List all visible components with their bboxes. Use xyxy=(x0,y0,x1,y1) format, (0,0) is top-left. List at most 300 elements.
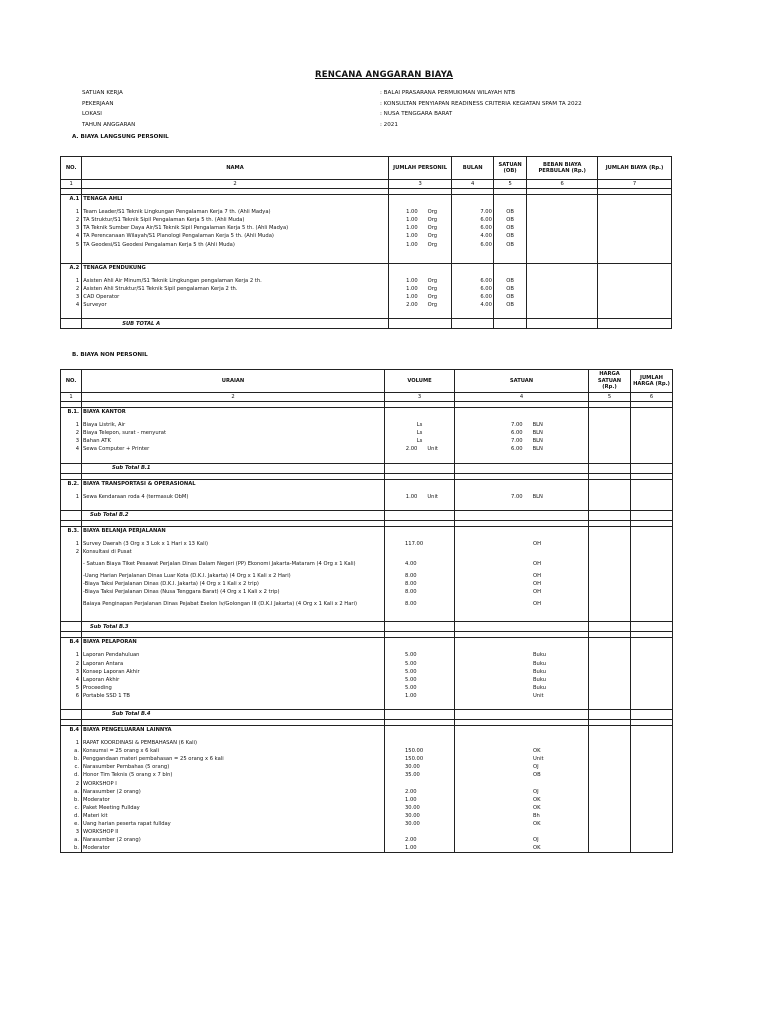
empty-cell xyxy=(385,709,455,719)
row-number: 3 xyxy=(61,224,82,232)
item-name: Konsumsi = 25 orang x 6 kali xyxy=(82,747,385,755)
satuan-value: OK xyxy=(455,747,589,755)
group-row xyxy=(61,479,673,488)
count-unit: Org xyxy=(427,233,438,240)
empty-cell xyxy=(631,700,673,710)
empty-cell xyxy=(598,301,672,309)
empty-cell xyxy=(452,309,493,319)
table-row xyxy=(61,232,672,240)
unit-value: OB xyxy=(493,216,526,224)
empty-cell xyxy=(493,195,526,204)
empty-cell xyxy=(589,437,631,445)
row-number: 5 xyxy=(61,684,82,692)
volume xyxy=(386,493,453,501)
satuan-value: Bh xyxy=(455,812,589,820)
column-index: 1 xyxy=(61,180,82,189)
satuan-value: OH xyxy=(455,540,589,548)
satuan-value xyxy=(455,828,589,836)
table-row xyxy=(61,804,673,812)
meta-label: LOKASI xyxy=(82,111,102,118)
table-row xyxy=(61,747,673,755)
empty-cell xyxy=(589,836,631,844)
empty-cell xyxy=(631,479,673,488)
volume-value: 8.00 xyxy=(385,572,455,580)
count-unit: Org xyxy=(427,217,438,224)
empty-cell xyxy=(61,700,82,710)
satuan-value: OK xyxy=(455,804,589,812)
satuan-value: OJ xyxy=(455,788,589,796)
count-value: 1.00 xyxy=(406,293,418,300)
empty-cell xyxy=(589,479,631,488)
empty-cell xyxy=(61,309,82,319)
spacer-row xyxy=(61,454,673,464)
row-number: 3 xyxy=(61,828,82,836)
empty-cell xyxy=(527,293,598,301)
meta-value: : 2021 xyxy=(380,121,398,128)
spacer-row xyxy=(61,309,672,319)
empty-cell xyxy=(527,319,598,329)
empty-cell xyxy=(589,692,631,700)
table-row xyxy=(61,755,673,763)
row-number: 4 xyxy=(61,232,82,240)
empty-cell xyxy=(589,739,631,747)
unit-value: OB xyxy=(493,277,526,285)
satuan-unit: BLN xyxy=(532,430,543,437)
row-number xyxy=(61,596,82,612)
empty-cell xyxy=(631,510,673,520)
item-name: Asisten Ahli Air Minum/S1 Teknik Lingkungan pengalaman Kerja 2 th. xyxy=(82,277,389,285)
empty-cell xyxy=(82,249,389,258)
group-row xyxy=(61,638,673,647)
row-number: 4 xyxy=(61,676,82,684)
empty-cell xyxy=(589,700,631,710)
empty-cell xyxy=(82,700,385,710)
table-row xyxy=(61,421,673,429)
item-name: Biaya Listrik, Air xyxy=(82,421,385,429)
empty-cell xyxy=(598,195,672,204)
empty-cell xyxy=(589,796,631,804)
empty-cell xyxy=(631,580,673,588)
empty-cell xyxy=(589,676,631,684)
volume-unit: Unit xyxy=(427,493,438,500)
empty-cell xyxy=(631,596,673,612)
satuan-value xyxy=(455,780,589,788)
row-number: 3 xyxy=(61,437,82,445)
empty-cell xyxy=(598,232,672,240)
item-name: Narasumber (2 orang) xyxy=(82,788,385,796)
satuan-value: OH xyxy=(455,580,589,588)
satuan-value: OK xyxy=(455,796,589,804)
satuan-value: Buku xyxy=(455,660,589,668)
table-row xyxy=(61,277,672,285)
volume-value: 150.00 xyxy=(385,755,455,763)
empty-cell xyxy=(631,622,673,632)
row-number: 1 xyxy=(61,739,82,747)
empty-cell xyxy=(598,309,672,319)
satuan-cell xyxy=(455,445,589,453)
personnel-count xyxy=(390,208,451,216)
satuan-value: 6.00 xyxy=(511,446,523,453)
table-row xyxy=(61,429,673,437)
count-value: 1.00 xyxy=(406,285,418,292)
item-name: Materi kit xyxy=(82,812,385,820)
satuan-unit: BLN xyxy=(532,438,543,445)
count-value: 1.00 xyxy=(406,209,418,216)
table-row xyxy=(61,676,673,684)
empty-cell xyxy=(631,445,673,453)
empty-cell xyxy=(527,208,598,216)
row-number: 3 xyxy=(61,668,82,676)
empty-cell xyxy=(631,421,673,429)
table-row xyxy=(61,812,673,820)
count-value: 1.00 xyxy=(406,225,418,232)
subtotal-row xyxy=(61,463,673,473)
table-row xyxy=(61,241,672,249)
meta-value: : BALAI PRASARANA PERMUKIMAN WILAYAH NTB xyxy=(380,90,516,96)
empty-cell xyxy=(527,241,598,249)
empty-cell xyxy=(589,421,631,429)
row-number: b. xyxy=(61,844,82,853)
empty-cell xyxy=(61,249,82,258)
empty-cell xyxy=(598,263,672,272)
volume-value: 5.00 xyxy=(385,676,455,684)
row-number: 2 xyxy=(61,216,82,224)
empty-cell xyxy=(82,501,385,511)
empty-cell xyxy=(589,684,631,692)
row-number: 1 xyxy=(61,493,82,501)
satuan-cell xyxy=(455,437,589,445)
empty-cell xyxy=(631,463,673,473)
satuan-value: OJ xyxy=(455,836,589,844)
table-row xyxy=(61,493,673,501)
empty-cell xyxy=(589,804,631,812)
volume-value: 8.00 xyxy=(385,588,455,596)
volume-value: 5.00 xyxy=(385,660,455,668)
personnel-count xyxy=(390,224,451,232)
column-header: NO. xyxy=(61,370,82,393)
group-row xyxy=(61,725,673,734)
satuan-unit: BLN xyxy=(532,446,543,453)
item-name: Portable SSD 1 TB xyxy=(82,692,385,700)
count-value: 2.00 xyxy=(406,302,418,309)
row-number: a. xyxy=(61,788,82,796)
table-row xyxy=(61,572,673,580)
empty-cell xyxy=(631,796,673,804)
empty-cell xyxy=(385,622,455,632)
personnel-count-cell xyxy=(388,224,452,232)
satuan-value: Buku xyxy=(455,668,589,676)
empty-cell xyxy=(589,526,631,535)
empty-cell xyxy=(388,195,452,204)
empty-cell xyxy=(631,540,673,548)
satuan-value: Unit xyxy=(455,755,589,763)
satuan-value: Buku xyxy=(455,684,589,692)
column-index-row xyxy=(61,393,673,402)
empty-cell xyxy=(631,739,673,747)
column-header: URAIAN xyxy=(82,370,385,393)
subtotal-row xyxy=(61,319,672,329)
satuan-value: Unit xyxy=(455,692,589,700)
satuan-value: OK xyxy=(455,820,589,828)
satuan-value: OH xyxy=(455,596,589,612)
unit-value: OB xyxy=(493,285,526,293)
empty-cell xyxy=(385,408,455,417)
empty-cell xyxy=(589,747,631,755)
empty-cell xyxy=(455,501,589,511)
count-unit: Org xyxy=(427,241,438,248)
row-number: 1 xyxy=(61,208,82,216)
column-header: SATUAN xyxy=(455,370,589,393)
empty-cell xyxy=(589,638,631,647)
volume-value xyxy=(385,739,455,747)
table-row xyxy=(61,660,673,668)
empty-cell xyxy=(455,463,589,473)
empty-cell xyxy=(631,771,673,779)
item-name: Biaya Telepon, surat - menyurat xyxy=(82,429,385,437)
empty-cell xyxy=(598,249,672,258)
empty-cell xyxy=(589,429,631,437)
empty-cell xyxy=(631,812,673,820)
satuan-unit: BLN xyxy=(532,493,543,500)
spacer-row xyxy=(61,612,673,622)
personnel-count-cell xyxy=(388,277,452,285)
empty-cell xyxy=(493,319,526,329)
row-number: 4 xyxy=(61,445,82,453)
empty-cell xyxy=(598,293,672,301)
empty-cell xyxy=(589,612,631,622)
count-value: 1.00 xyxy=(406,217,418,224)
empty-cell xyxy=(388,263,452,272)
row-number: 3 xyxy=(61,293,82,301)
meta-label: SATUAN KERJA xyxy=(82,90,123,96)
row-number: 1 xyxy=(61,277,82,285)
table-row xyxy=(61,788,673,796)
meta-label: PEKERJAAN xyxy=(82,100,114,107)
empty-cell xyxy=(589,812,631,820)
row-number: 2 xyxy=(61,780,82,788)
empty-cell xyxy=(598,224,672,232)
column-header: HARGA SATUAN (Rp.) xyxy=(589,370,631,393)
item-name: Laporan Pendahuluan xyxy=(82,651,385,659)
satuan-value: OH xyxy=(455,572,589,580)
count-unit: Org xyxy=(427,302,438,309)
empty-cell xyxy=(589,588,631,596)
count-unit: Org xyxy=(427,209,438,216)
personnel-count-cell xyxy=(388,293,452,301)
empty-cell xyxy=(598,285,672,293)
month-value: 4.00 xyxy=(452,232,493,240)
volume-value: 2.00 xyxy=(385,836,455,844)
empty-cell xyxy=(631,747,673,755)
empty-cell xyxy=(61,501,82,511)
subtotal-label: Sub Total B.1 xyxy=(82,463,385,473)
count-value: 1.00 xyxy=(406,277,418,284)
volume-value: 1.00 xyxy=(385,796,455,804)
empty-cell xyxy=(631,804,673,812)
satuan-value: OH xyxy=(455,588,589,596)
personnel-count-cell xyxy=(388,216,452,224)
empty-cell xyxy=(61,510,82,520)
empty-cell xyxy=(589,668,631,676)
empty-cell xyxy=(527,263,598,272)
row-number xyxy=(61,572,82,580)
satuan-value: Buku xyxy=(455,676,589,684)
personnel-cost-table xyxy=(60,156,672,329)
column-index: 5 xyxy=(493,180,526,189)
column-header: JUMLAH BIAYA (Rp.) xyxy=(598,157,672,180)
column-header: NAMA xyxy=(82,157,389,180)
empty-cell xyxy=(589,651,631,659)
table-row xyxy=(61,780,673,788)
row-number xyxy=(61,580,82,588)
volume-value: 5.00 xyxy=(385,684,455,692)
personnel-count xyxy=(390,277,451,285)
group-title: TENAGA PENDUKUNG xyxy=(82,263,389,272)
column-header: NO. xyxy=(61,157,82,180)
item-name: Laporan Akhir xyxy=(82,676,385,684)
table-row xyxy=(61,588,673,596)
row-number: 1 xyxy=(61,540,82,548)
empty-cell xyxy=(455,638,589,647)
empty-cell xyxy=(589,828,631,836)
item-name: Baiaya Penginapan Perjalanan Dinas Pejabat Eselon Iv/Golongan III (D.K.I Jakarta) (4 Org x 1 Kali x 2 Hari) xyxy=(82,596,385,612)
empty-cell xyxy=(455,622,589,632)
empty-cell xyxy=(631,501,673,511)
table-row xyxy=(61,771,673,779)
volume-cell xyxy=(385,445,455,453)
spacer-row xyxy=(61,249,672,258)
row-number: 2 xyxy=(61,285,82,293)
column-index-row xyxy=(61,180,672,189)
volume-value: 5.00 xyxy=(385,651,455,659)
volume-value: 8.00 xyxy=(385,580,455,588)
volume-value: 117.00 xyxy=(385,540,455,548)
volume-unit: Unit xyxy=(427,446,438,453)
column-header: SATUAN (OB) xyxy=(493,157,526,180)
empty-cell xyxy=(631,548,673,556)
empty-cell xyxy=(385,479,455,488)
non-personnel-cost-table xyxy=(60,369,673,853)
empty-cell xyxy=(385,526,455,535)
count-unit: Org xyxy=(427,225,438,232)
volume-cell: Ls xyxy=(385,429,455,437)
group-number: B.1. xyxy=(61,408,82,417)
empty-cell xyxy=(527,309,598,319)
month-value: 6.00 xyxy=(452,285,493,293)
empty-cell xyxy=(493,309,526,319)
unit-value: OB xyxy=(493,224,526,232)
empty-cell xyxy=(527,224,598,232)
meta-value: : NUSA TENGGARA BARAT xyxy=(380,111,453,118)
group-title: BIAYA PELAPORAN xyxy=(82,638,385,647)
empty-cell xyxy=(589,660,631,668)
row-number: a. xyxy=(61,836,82,844)
subtotal-row xyxy=(61,709,673,719)
empty-cell xyxy=(61,622,82,632)
item-name: Moderator xyxy=(82,844,385,853)
personnel-count xyxy=(390,293,451,301)
personnel-count-cell xyxy=(388,208,452,216)
satuan-value: 7.00 xyxy=(511,438,523,445)
volume-value: 1.00 xyxy=(385,844,455,853)
empty-cell xyxy=(631,780,673,788)
empty-cell xyxy=(527,195,598,204)
satuan-cell xyxy=(455,421,589,429)
empty-cell xyxy=(589,510,631,520)
group-row xyxy=(61,408,673,417)
empty-cell xyxy=(589,501,631,511)
item-name: -Biaya Taksi Perjalanan Dinas (Nusa Tenggara Barat) (4 Org x 1 Kali x 2 trip) xyxy=(82,588,385,596)
satuan-cell xyxy=(455,429,589,437)
personnel-count-cell xyxy=(388,241,452,249)
empty-cell xyxy=(631,572,673,580)
column-index: 2 xyxy=(82,180,389,189)
group-title: BIAYA BELANJA PERJALANAN xyxy=(82,526,385,535)
table-row xyxy=(61,836,673,844)
group-title: BIAYA KANTOR xyxy=(82,408,385,417)
satuan xyxy=(456,421,587,429)
volume-value: 1.00 xyxy=(405,493,418,500)
column-index: 3 xyxy=(388,180,452,189)
empty-cell xyxy=(455,526,589,535)
empty-cell xyxy=(631,651,673,659)
subtotal-label: Sub Total B.4 xyxy=(82,709,385,719)
spacer-row xyxy=(61,700,673,710)
empty-cell xyxy=(631,755,673,763)
empty-cell xyxy=(589,408,631,417)
empty-cell xyxy=(82,612,385,622)
volume-value: 30.00 xyxy=(385,820,455,828)
row-number: c. xyxy=(61,763,82,771)
group-number: A.1 xyxy=(61,195,82,204)
empty-cell xyxy=(527,285,598,293)
table-row xyxy=(61,548,673,556)
empty-cell xyxy=(388,309,452,319)
volume-cell: Ls xyxy=(385,421,455,429)
meta-label: TAHUN ANGGARAN xyxy=(82,121,136,128)
volume-value: 4.00 xyxy=(385,556,455,572)
item-name: Konsultasi di Pusat xyxy=(82,548,385,556)
group-title: BIAYA TRANSPORTASI & OPERASIONAL xyxy=(82,479,385,488)
row-number: a. xyxy=(61,747,82,755)
satuan-value: 7.00 xyxy=(511,493,523,500)
empty-cell xyxy=(527,301,598,309)
empty-cell xyxy=(455,700,589,710)
month-value: 6.00 xyxy=(452,277,493,285)
document-title: RENCANA ANGGARAN BIAYA xyxy=(314,70,454,80)
empty-cell xyxy=(385,510,455,520)
satuan xyxy=(456,437,587,445)
empty-cell xyxy=(589,548,631,556)
row-number: 1 xyxy=(61,651,82,659)
empty-cell xyxy=(388,319,452,329)
empty-cell xyxy=(455,510,589,520)
unit-value: OB xyxy=(493,301,526,309)
volume-value: 35.00 xyxy=(385,771,455,779)
empty-cell xyxy=(598,241,672,249)
satuan-value xyxy=(455,739,589,747)
item-name: RAPAT KOORDINASI & PEMBAHASAN (6 Kali) xyxy=(82,739,385,747)
column-index: 4 xyxy=(455,393,589,402)
empty-cell xyxy=(452,263,493,272)
volume-value: 8.00 xyxy=(385,596,455,612)
row-number: 2 xyxy=(61,429,82,437)
empty-cell xyxy=(452,319,493,329)
row-number: b. xyxy=(61,755,82,763)
column-index: 3 xyxy=(385,393,455,402)
satuan-value xyxy=(455,548,589,556)
meta-value: : KONSULTAN PENYIAPAN READINESS CRITERIA KEGIATAN SPAM TA 2022 xyxy=(380,100,582,107)
